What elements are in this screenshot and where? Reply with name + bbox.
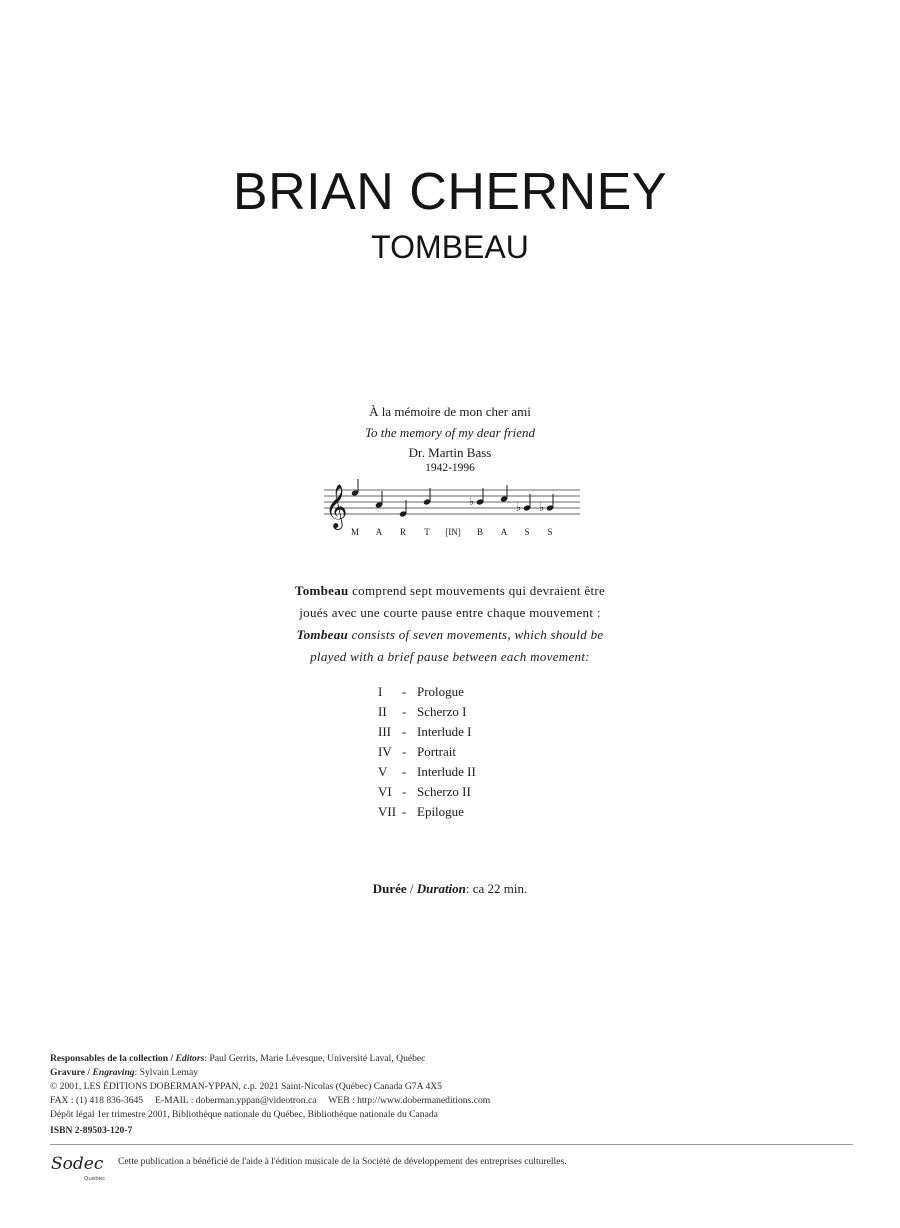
dedication-english: To the memory of my dear friend [365,425,535,440]
work-name-bold: Tombeau [294,583,349,598]
dedicatee-name: Dr. Martin Bass [408,445,492,460]
movement-dash: - [402,804,407,819]
publisher-credits [50,1052,860,1138]
isbn-line: ISBN 2-89503-120-7 [50,1125,133,1136]
dedication-french: À la mémoire de mon cher ami [369,404,531,419]
legal-deposit-line: Dépôt légal 1er trimestre 2001, Bibliothèque nationale du Québec, Bibliothèque nationale du Canada [50,1109,438,1120]
motif-letter: A [500,527,508,537]
svg-text:♭: ♭ [469,495,475,508]
motif-letter: [IN] [445,527,461,537]
movement-name: Interlude II [417,764,476,779]
movement-number: IV [378,744,392,759]
movement-number: V [378,764,388,779]
movement-item [378,724,578,744]
motif-letter: A [375,527,383,537]
movement-name: Interlude I [417,724,472,739]
movement-number: III [378,724,391,739]
motif-letter: S [524,527,530,537]
svg-text:Sodec: Sodec [51,1154,104,1174]
motif-note [500,485,508,503]
movement-list [378,684,578,824]
motif-note [539,494,554,514]
movement-dash: - [402,744,407,759]
motif-letter: T [424,527,430,537]
movement-item [378,704,578,724]
motif-note [351,479,359,497]
motif-letter: B [476,527,484,537]
movement-dash: - [402,724,407,739]
motif-note [375,491,383,509]
movement-dash: - [402,704,407,719]
sodec-credit: Cette publication a bénéficié de l'aide à l'édition musicale de la Société de développement des entreprises culturelles. [118,1156,567,1167]
movement-number: VI [378,784,392,799]
movement-name: Scherzo II [417,784,471,799]
movement-dash: - [402,764,407,779]
work-name-bold: Tombeau [296,627,349,642]
work-title: TOMBEAU [371,229,529,265]
movement-number: VII [378,804,397,819]
movement-name: Epilogue [417,804,464,819]
svg-text:♭: ♭ [516,501,522,514]
movement-item [378,764,578,784]
movement-dash: - [402,684,407,699]
treble-clef-icon: 𝄞 [325,484,348,528]
composer-name: BRIAN CHERNEY [232,163,668,221]
copyright-line: © 2001, LES ÉDITIONS DOBERMAN-YPPAN, c.p. 2021 Saint-Nicolas (Québec) Canada G7A 4X5 [50,1081,442,1092]
dedicatee-years: 1942-1996 [425,462,475,474]
movement-item [378,784,578,804]
sodec-logo-icon [50,1150,110,1182]
motif-letter: S [547,527,553,537]
movement-number: II [378,704,387,719]
motif-letter: R [399,527,407,537]
movement-item [378,804,578,824]
musical-motif [322,478,582,548]
motif-note [423,488,431,506]
movement-number: I [378,684,383,699]
movement-name: Scherzo I [417,704,467,719]
editors-line: Responsables de la collection / Editors: Paul Gerrits, Marie Lévesque, Université Laval, Québec [50,1053,426,1064]
movement-dash: - [402,784,407,799]
motif-note [516,494,531,514]
movement-item [378,744,578,764]
motif-note [469,488,484,508]
description-english: Tombeau consists of seven movements, which should be played with a brief pause between each movement: [296,627,604,664]
footer-divider [50,1144,853,1145]
movement-name: Portrait [417,744,456,759]
movement-item [378,684,578,704]
duration: Durée / Duration: ca 22 min. [372,881,528,896]
contact-line: FAX : (1) 418 836-3645 E-MAIL : doberman.yppan@videotron.ca WEB : http://www.dobermaneditions.com [50,1095,491,1106]
svg-text:Québec: Québec [84,1176,106,1182]
motif-note [399,500,407,518]
description-french: Tombeau comprend sept mouvements qui devraient être joués avec une courte pause entre chaque mouvement : [294,583,606,620]
engraving-line: Gravure / Engraving: Sylvain Lemay [50,1067,199,1078]
motif-letter: M [350,527,360,537]
svg-text:♭: ♭ [539,501,545,514]
movement-name: Prologue [417,684,464,699]
